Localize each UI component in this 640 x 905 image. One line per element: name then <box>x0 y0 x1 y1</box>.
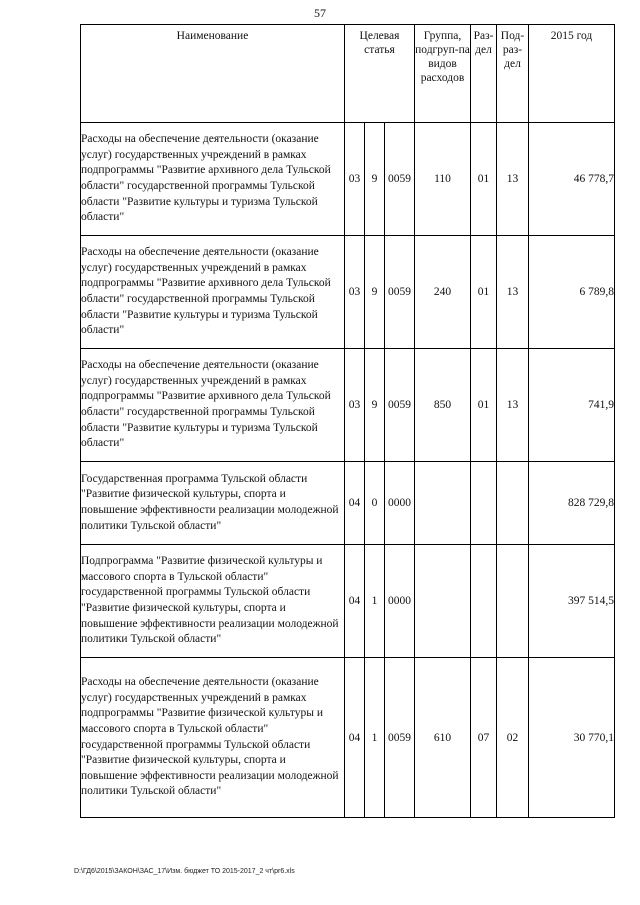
header-year: 2015 год <box>529 25 615 123</box>
row-amount: 741,9 <box>529 349 615 462</box>
row-name: Подпрограмма "Развитие физической культуры и массового спорта в Тульской области" государственной программы Тульской области "Развитие физической культуры, спорта и повышение эффективности реализации молодежной политики Тульской области" <box>81 545 345 658</box>
header-subsection: Под-раз-дел <box>497 25 529 123</box>
row-name: Расходы на обеспечение деятельности (оказание услуг) государственных учреждений в рамках подпрограммы "Развитие архивного дела Тульской области" государственной программы Тульской области "Развитие культуры и туризма Тульской области" <box>81 236 345 349</box>
row-section: 01 <box>471 349 497 462</box>
row-cs2: 1 <box>365 658 385 818</box>
row-cs1: 04 <box>345 545 365 658</box>
row-cs2: 9 <box>365 349 385 462</box>
row-subsection: 02 <box>497 658 529 818</box>
row-cs2: 9 <box>365 123 385 236</box>
row-name: Расходы на обеспечение деятельности (оказание услуг) государственных учреждений в рамках подпрограммы "Развитие архивного дела Тульской области" государственной программы Тульской области "Развитие культуры и туризма Тульской области" <box>81 349 345 462</box>
row-cs1: 03 <box>345 349 365 462</box>
row-name: Расходы на обеспечение деятельности (оказание услуг) государственных учреждений в рамках подпрограммы "Развитие архивного дела Тульской области" государственной программы Тульской области "Развитие культуры и туризма Тульской области" <box>81 123 345 236</box>
row-amount: 6 789,8 <box>529 236 615 349</box>
row-amount: 30 770,1 <box>529 658 615 818</box>
row-cs2: 0 <box>365 462 385 545</box>
row-cs1: 03 <box>345 236 365 349</box>
row-cs1: 03 <box>345 123 365 236</box>
header-name: Наименование <box>81 25 345 123</box>
table-row <box>81 123 615 236</box>
file-path-footer: D:\ГД6\2015\ЗАКОН\ЗАС_17\Изм. бюджет ТО 2015-2017_2 чт\pr6.xls <box>74 868 295 875</box>
table-row <box>81 349 615 462</box>
row-cs3: 0059 <box>385 123 415 236</box>
row-cs2: 9 <box>365 236 385 349</box>
row-amount: 397 514,5 <box>529 545 615 658</box>
page-number: 57 <box>314 6 326 20</box>
table-row <box>81 658 615 818</box>
row-cs1: 04 <box>345 462 365 545</box>
table-row <box>81 236 615 349</box>
row-subsection <box>497 545 529 658</box>
row-amount: 46 778,7 <box>529 123 615 236</box>
row-cs3: 0059 <box>385 236 415 349</box>
row-subsection <box>497 462 529 545</box>
row-cs2: 1 <box>365 545 385 658</box>
row-group <box>415 545 471 658</box>
table-row <box>81 462 615 545</box>
row-cs3: 0059 <box>385 349 415 462</box>
header-target-article: Целевая статья <box>345 25 415 123</box>
row-section: 07 <box>471 658 497 818</box>
row-section: 01 <box>471 236 497 349</box>
budget-table <box>80 24 615 818</box>
row-amount: 828 729,8 <box>529 462 615 545</box>
row-subsection: 13 <box>497 123 529 236</box>
row-cs3: 0000 <box>385 462 415 545</box>
header-group: Группа, подгруп-па видов расходов <box>415 25 471 123</box>
row-cs1: 04 <box>345 658 365 818</box>
row-subsection: 13 <box>497 349 529 462</box>
row-group: 610 <box>415 658 471 818</box>
row-name: Государственная программа Тульской области "Развитие физической культуры, спорта и повышение эффективности реализации молодежной политики Тульской области" <box>81 462 345 545</box>
table-row <box>81 545 615 658</box>
header-section: Раз-дел <box>471 25 497 123</box>
row-cs3: 0059 <box>385 658 415 818</box>
row-group <box>415 462 471 545</box>
row-section <box>471 545 497 658</box>
row-name: Расходы на обеспечение деятельности (оказание услуг) государственных учреждений в рамках подпрограммы "Развитие физической культуры и массового спорта в Тульской области" государственной программы Тульской области "Развитие физической культуры, спорта и повышение эффективности реализации молодежной политики Тульской области" <box>81 658 345 818</box>
row-group: 240 <box>415 236 471 349</box>
table-header-row <box>81 25 615 123</box>
row-section <box>471 462 497 545</box>
row-cs3: 0000 <box>385 545 415 658</box>
row-group: 110 <box>415 123 471 236</box>
row-section: 01 <box>471 123 497 236</box>
row-subsection: 13 <box>497 236 529 349</box>
row-group: 850 <box>415 349 471 462</box>
